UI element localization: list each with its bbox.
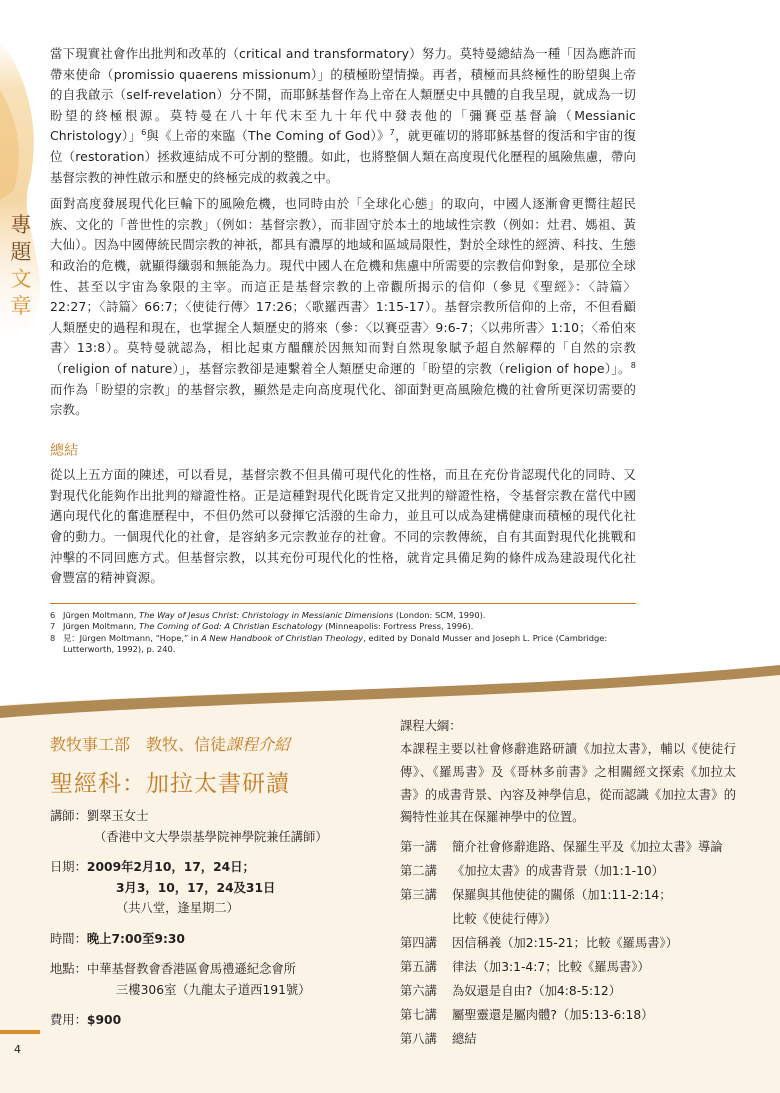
footnote-ref[interactable]: 7 bbox=[389, 128, 395, 138]
section-label bbox=[3, 212, 39, 320]
side-char: 題 bbox=[10, 240, 32, 264]
footnote: 6 Jürgen Moltmann, The Way of Jesus Christ: Christology in Messianic Dimensions (London: SCM, 1990). bbox=[50, 610, 486, 620]
lecture-item: 第五講 律法（加3:1-4:7；比較《羅馬書》） bbox=[400, 960, 650, 975]
page-number-bar bbox=[0, 1030, 40, 1034]
course-details bbox=[50, 735, 380, 1031]
conclusion-heading: 總結 bbox=[50, 442, 79, 459]
course-outline bbox=[400, 714, 736, 1051]
footnote-ref[interactable]: 6 bbox=[141, 128, 147, 138]
course-fee: 費用：$900 bbox=[50, 1013, 122, 1027]
lecturer: 講師：劉翠玉女士 bbox=[50, 809, 149, 823]
footnotes bbox=[50, 610, 650, 656]
lecture-item: 第六講 為奴還是自由?（加4:8-5:12） bbox=[400, 984, 622, 999]
footnote-divider bbox=[50, 603, 636, 604]
side-char: 專 bbox=[10, 213, 32, 237]
course-venue-line: 三樓306室（九龍太子道西191號） bbox=[116, 982, 311, 997]
article-body bbox=[50, 44, 636, 595]
lecture-item: 第七講 屬聖靈還是屬肉體?（加5:13-6:18） bbox=[400, 1008, 654, 1023]
course-venue: 地點：中華基督教會香港區會馬禮遜紀念會所 bbox=[50, 962, 296, 976]
lecture-item: 第三講 保羅與其他使徒的關係（加1:11-2:14； 比較《使徒行傳》） bbox=[400, 888, 672, 927]
lecture-item: 第二講 《加拉太書》的成書背景（加1:1-10） bbox=[400, 864, 665, 879]
course-date-line: 3月3，10，17，24及31日 bbox=[116, 880, 276, 895]
course-title: 聖經科：加拉太書研讀 bbox=[50, 770, 290, 797]
page-number: 4 bbox=[14, 1043, 21, 1056]
paragraph: 從以上五方面的陳述，可以看見，基督宗教不但具備可現代化的性格，而且在充份肯認現代化的同時、又對現代化能夠作出批判的辯證性格。正是這種對現代化既肯定又批判的辯證性格，令基督宗教在當代中國邁向現代化的奮進歷程中，不但仍然可以發揮它活潑的生命力，並且可以成為建構健康而積極的現代化社會的動力。一個現代化的社會，是容納多元宗教並存的社會。不同的宗教傳統，自有其面對現代化挑戰和沖擊的不同回應方式。但基督宗教，以其充份可現代化的性格，就肯定具備足夠的條件成為建設現代化社會豐富的精神資源。 bbox=[50, 467, 636, 586]
course-date: 日期：2009年2月10，17，24日； bbox=[50, 860, 255, 874]
course-date-note: （共八堂，逢星期二） bbox=[116, 901, 239, 915]
footnote: 8 見：Jürgen Moltmann, “Hope,” in A New Handbook of Christian Theology, edited by Donald Musser and Joseph L. Price (Cambridge: Lutterworth, 1992), p. 240. bbox=[50, 632, 608, 655]
lecturer-note: （香港中文大學崇基學院神學院兼任講師） bbox=[94, 829, 328, 844]
footnote-ref[interactable]: 8 bbox=[630, 360, 636, 370]
paragraph: 當下現實社會作出批判和改革的（critical and transformatory）努力。莫特曼總結為一種「因為應許而帶來使命（promissio quaerens missionum）」的積極盼望情操。再者，積極而具終極性的盼望與上帝的自我啟示（self-revelation）分不開，而耶穌基督作為上帝在人類歷史中具體的自我呈現，就成為一切盼望的終極根源。莫特曼在八十年代末至九十年代中發表他的「彌賽亞基督論（Messianic Christology）」$^6$與《上帝的來臨（The Coming of God）》$^7$，就更確切的將耶穌基督的復活和宇宙的復位（restoration）拯救連結成不可分割的整體。如此，也將整個人類在高度現代化歷程的風險焦慮，帶向基督宗教的神性啟示和歷史的終極完成的救義之中。 bbox=[50, 46, 636, 185]
department-heading: 教牧事工部 教牧、信徒課程介紹 bbox=[50, 735, 291, 754]
lecture-item: 第四講 因信稱義（加2:15-21；比較《羅馬書》） bbox=[400, 936, 679, 951]
outline-intro: 本課程主要以社會修辭進路研讀《加拉太書》，輔以《使徒行傳》、《羅馬書》及《哥林多前書》之相關經文探索《加拉太書》的成書背景、內容及神學信息，從而認識《加拉太書》的獨特性並其在保羅神學中的位置。 bbox=[400, 742, 736, 825]
footnote: 7 Jürgen Moltmann, The Coming of God: A Christian Eschatology (Minneapolis: Fortress Press, 1996). bbox=[50, 621, 474, 632]
side-char: 文 bbox=[10, 267, 32, 291]
lecture-item: 第一講 簡介社會修辭進路、保羅生平及《加拉太書》導論 bbox=[400, 840, 723, 855]
side-char: 章 bbox=[10, 294, 32, 318]
paragraph: 面對高度發展現代化巨輪下的風險危機，也同時由於「全球化心態」的取向，中國人逐漸會更嚮往超民族、文化的「普世性的宗教」（例如：基督宗教），而非固守於本土的地域性宗教（例如：灶君、媽祖、黃大仙）。因為中國傳統民間宗教的神祇，都具有濃厚的地域和區域局限性，對於全球性的經濟、科技、生態和政治的危機，就顯得纖弱和無能為力。現代中國人在危機和焦慮中所需要的宗教信仰對象，是那位全球性、甚至以宇宙為象限的主宰。而這正是基督宗教的上帝觀所揭示的信仰（參見《聖經》：〈詩篇〉22:27；〈詩篇〉66:7；〈使徒行傳〉17:26；〈歌羅西書〉1:15-17）。基督宗教所信仰的上帝，不但看顧人類歷史的過程和現在，也掌握全人類歷史的將來（參：〈以賽亞書〉9:6-7；〈以弗所書〉1:10；〈希伯來書〉13:8）。莫特曼就認為，相比起東方醞釀於因無知而對自然現象賦予超自然解釋的「自然的宗教（religion of nature）」，基督宗教卻是連繫着全人類歷史命運的「盼望的宗教（religion of hope）」。$^8$而作為「盼望的宗教」的基督宗教，顯然是走向高度現代化、卻面對更高風險危機的社會所更深切需要的宗教。 bbox=[50, 196, 636, 418]
outline-label: 課程大綱： bbox=[400, 719, 462, 733]
course-time: 時間：晚上7:00至9:30 bbox=[50, 931, 185, 946]
lecture-item: 第八講 總結 bbox=[400, 1032, 477, 1047]
